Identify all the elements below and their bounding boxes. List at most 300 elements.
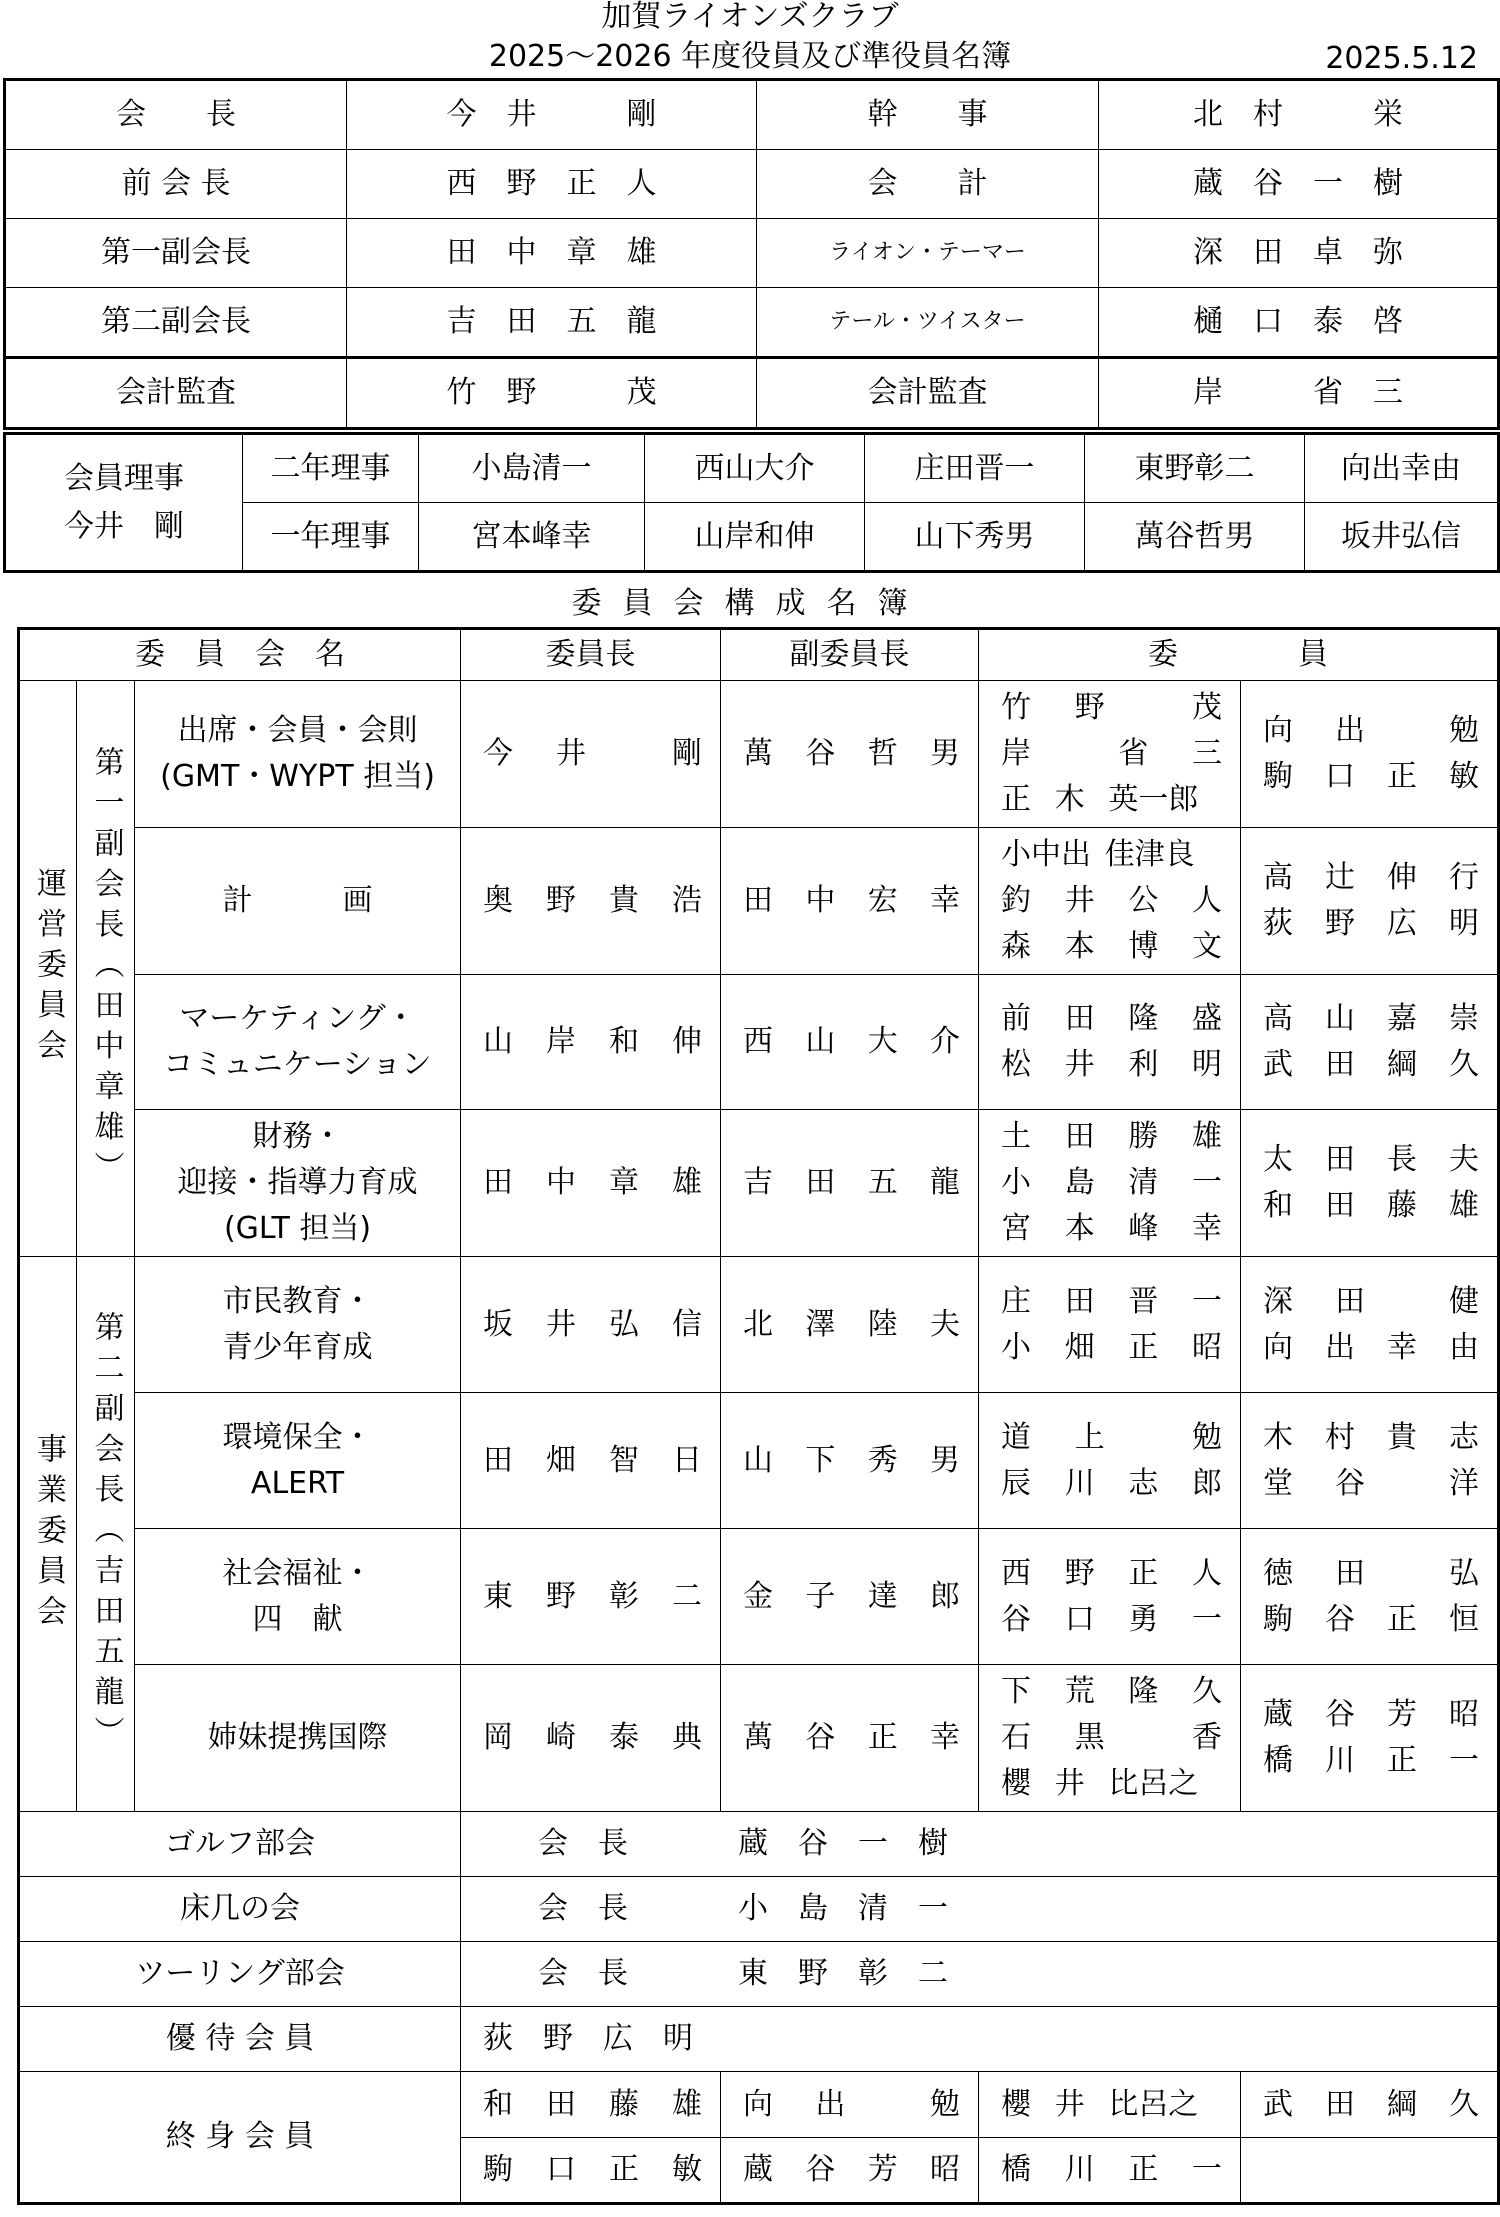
member-name [1001, 1114, 1222, 1160]
name-part: 久 [1449, 2086, 1480, 2122]
officer-role: 会計監査 [757, 358, 1099, 429]
member-name [1001, 1206, 1222, 1252]
name-part: 田 [1335, 1555, 1366, 1591]
name-part: 長 [1387, 1142, 1418, 1177]
name-part: 川 [1325, 1743, 1356, 1778]
director-name: 東野彰二 [1085, 434, 1305, 503]
name-part: 金 [743, 1578, 774, 1614]
committee-name: 計 画 [135, 828, 461, 975]
committee-name: 社会福祉・ 四 献 [135, 1529, 461, 1665]
name-part: 荻 [1263, 906, 1294, 941]
name-part: 井 [556, 736, 587, 771]
name-part: 櫻 [1001, 2086, 1032, 2122]
name-part: 博 [1128, 929, 1159, 964]
committee-vice-chair [721, 1257, 979, 1393]
officer-name: 吉 田 五 龍 [347, 288, 757, 358]
name-part: 公 [1128, 883, 1159, 918]
name-part: 西 [1001, 1555, 1032, 1591]
lifetime-member-label: 終 身 会 員 [19, 2072, 461, 2204]
member-name [1001, 1715, 1222, 1761]
name-part: 嘉 [1387, 1001, 1418, 1036]
name-part: 吉 [743, 1165, 774, 1200]
lifetime-member [979, 2138, 1241, 2204]
name-part: 伸 [672, 1024, 703, 1059]
director-name: 坂井弘信 [1305, 503, 1499, 572]
name-part: 勉 [1449, 713, 1480, 748]
name-part: 正 [1387, 1743, 1418, 1778]
name-part: 弘 [609, 1306, 640, 1342]
lifetime-member [1241, 2072, 1499, 2138]
director-name: 向出幸由 [1305, 434, 1499, 503]
name-part: 隆 [1128, 1674, 1159, 1709]
committee-table [17, 627, 1500, 2205]
name-part: 島 [1064, 1165, 1095, 1200]
name-part: 一 [1192, 2152, 1222, 2187]
officer-role: 幹 事 [757, 80, 1099, 150]
name-part: 洋 [1449, 1465, 1480, 1501]
committee-members [979, 681, 1241, 828]
name-part: 雄 [1192, 1119, 1222, 1154]
name-part: 広 [1387, 906, 1418, 941]
officer-role: ライオン・テーマー [757, 219, 1099, 288]
name-part: 釣 [1001, 883, 1032, 918]
name-part: 剛 [672, 736, 703, 771]
name-part: 前 [1001, 1001, 1032, 1036]
name-part: 夫 [1449, 1142, 1480, 1177]
name-part: 井 [1064, 1047, 1095, 1082]
name-part: 佳津良 [1104, 837, 1195, 872]
name-part: 橋 [1001, 2152, 1032, 2187]
name-part: 文 [1192, 929, 1222, 964]
document-date: 2025.5.12 [1325, 41, 1478, 76]
name-part: 人 [1192, 883, 1222, 918]
name-part: 本 [1064, 1211, 1095, 1246]
officer-role: 前 会 長 [5, 150, 347, 219]
name-part: 山 [1325, 1001, 1356, 1036]
officer-role: 会 長 [5, 80, 347, 150]
name-part: 井 [1054, 1766, 1085, 1801]
member-name [1263, 855, 1479, 901]
document-subtitle: 2025～2026 年度役員及び準役員名簿 [488, 39, 1012, 74]
name-part: 田 [1325, 1047, 1356, 1082]
name-part: 雄 [672, 2086, 703, 2122]
name-part: 人 [1192, 1555, 1222, 1591]
club-head [461, 1942, 1499, 2007]
name-part: 利 [1128, 1047, 1159, 1082]
header-committee-name: 委 員 会 名 [19, 629, 461, 681]
officers-table [3, 78, 1500, 430]
club-name: ツーリング部会 [19, 1942, 461, 2007]
name-part: 茂 [1192, 690, 1222, 725]
committee-vice-chair [721, 1110, 979, 1257]
name-part: 幸 [1387, 1329, 1418, 1365]
name-part: 萬 [743, 1720, 774, 1755]
club-role: 会 長 [538, 1826, 629, 1861]
name-part: 萬 [743, 736, 774, 771]
name-part: 浩 [672, 883, 703, 918]
name-part: 宏 [867, 883, 898, 918]
directors-label: 会員理事 今井 剛 [5, 434, 243, 572]
committee-members [1241, 1393, 1499, 1529]
name-part: 雄 [1449, 1188, 1480, 1223]
name-part: 弘 [1449, 1555, 1480, 1591]
name-part: 田 [483, 1165, 514, 1200]
club-head [461, 1812, 1499, 1877]
name-part: 夫 [930, 1306, 961, 1342]
committee-chair [461, 1665, 721, 1812]
club-person: 蔵 谷 一 樹 [738, 1826, 949, 1861]
officer-name: 田 中 章 雄 [347, 219, 757, 288]
officer-name: 竹 野 茂 [347, 358, 757, 429]
member-name [1001, 924, 1222, 970]
committee-vice-chair [721, 1393, 979, 1529]
officer-role: 第二副会長 [5, 288, 347, 358]
member-name [1263, 1183, 1479, 1229]
name-part: 一 [1192, 1283, 1222, 1319]
name-part: 雄 [672, 1165, 703, 1200]
officer-role: テール・ツイスター [757, 288, 1099, 358]
committee-members [1241, 1257, 1499, 1393]
name-part: 太 [1263, 1142, 1294, 1177]
name-part: 谷 [805, 2152, 836, 2187]
name-part: 一 [1449, 1743, 1480, 1778]
club-role: 会 長 [538, 1956, 629, 1991]
name-part: 谷 [1335, 1465, 1366, 1501]
name-part: 荒 [1064, 1674, 1095, 1709]
special-member-label: 優 待 会 員 [19, 2007, 461, 2072]
name-part: 綱 [1387, 2086, 1418, 2122]
name-part: 智 [609, 1442, 640, 1478]
name-part: 三 [1192, 736, 1222, 771]
officer-name: 北 村 栄 [1099, 80, 1499, 150]
member-name [1263, 1137, 1479, 1183]
name-part: 道 [1001, 1419, 1032, 1455]
name-part: 晋 [1128, 1283, 1159, 1319]
name-part: 恒 [1449, 1601, 1480, 1637]
member-name [1263, 1279, 1479, 1325]
name-part: 香 [1192, 1720, 1222, 1755]
name-part: 野 [546, 883, 577, 918]
name-part: 辻 [1325, 860, 1356, 895]
committee-members [1241, 1529, 1499, 1665]
name-part: 田 [1064, 1001, 1095, 1036]
committee-chair [461, 1393, 721, 1529]
name-part: 駒 [483, 2152, 514, 2187]
name-part: 田 [743, 883, 774, 918]
committee-vice-chair [721, 828, 979, 975]
name-part: 芳 [867, 2152, 898, 2187]
name-part: 盛 [1192, 1001, 1222, 1036]
director-name: 小島清一 [419, 434, 645, 503]
name-part: 北 [743, 1306, 774, 1342]
committee-vice-chair [721, 1529, 979, 1665]
name-part: 日 [672, 1442, 703, 1478]
name-part: 勉 [930, 2086, 961, 2122]
vice-president-label: 第二副会長︵吉田五龍︶ [77, 1257, 135, 1812]
name-part: 井 [546, 1306, 577, 1342]
member-name [1001, 996, 1222, 1042]
committee-name: マーケティング・ コミュニケーション [135, 975, 461, 1110]
name-part: 村 [1325, 1419, 1356, 1455]
director-name: 西山大介 [645, 434, 865, 503]
name-part: 畑 [1064, 1329, 1095, 1365]
lifetime-member [461, 2138, 721, 2204]
name-part: 子 [805, 1578, 836, 1614]
name-part: 正 [1387, 1601, 1418, 1637]
name-part: 行 [1449, 860, 1480, 895]
committee-members [1241, 975, 1499, 1110]
committee-members [979, 1257, 1241, 1393]
name-part: 田 [805, 1165, 836, 1200]
officer-name: 蔵 谷 一 樹 [1099, 150, 1499, 219]
committee-group: 事業委員会 [19, 1257, 77, 1812]
name-part: 岸 [546, 1024, 577, 1059]
name-part: 山 [805, 1024, 836, 1059]
member-name [1263, 1042, 1479, 1088]
committee-chair [461, 1257, 721, 1393]
member-name [1001, 1160, 1222, 1206]
name-part: 久 [1449, 1047, 1480, 1082]
director-name: 庄田晋一 [865, 434, 1085, 503]
director-name: 宮本峰幸 [419, 503, 645, 572]
name-part: 坂 [483, 1306, 514, 1342]
name-part: 宮 [1001, 1211, 1032, 1246]
club-name: 床几の会 [19, 1877, 461, 1942]
name-part: 伸 [1387, 860, 1418, 895]
name-part: 堂 [1263, 1465, 1294, 1501]
name-part: 峰 [1128, 1211, 1159, 1246]
name-part: 清 [1128, 1165, 1159, 1200]
name-part: 郎 [1192, 1465, 1222, 1501]
member-name [1001, 1597, 1222, 1643]
member-name [1263, 1461, 1479, 1507]
club-person: 小 島 清 一 [738, 1891, 949, 1926]
member-name [1001, 731, 1222, 777]
officer-role: 第一副会長 [5, 219, 347, 288]
name-part: 正 [1128, 1555, 1159, 1591]
name-part: 正 [1387, 759, 1418, 794]
name-part: 岸 [1001, 736, 1032, 771]
member-name [1263, 1692, 1479, 1738]
name-part: 幸 [930, 1720, 961, 1755]
name-part: 昭 [1192, 1329, 1222, 1365]
committee-group: 運営委員会 [19, 681, 77, 1257]
name-part: 東 [483, 1578, 514, 1614]
officer-role: 会計監査 [5, 358, 347, 429]
name-part: 川 [1064, 1465, 1095, 1501]
name-part: 秀 [867, 1442, 898, 1478]
name-part: 高 [1263, 1001, 1294, 1036]
special-member-name: 荻 野 広 明 [461, 2007, 1499, 2072]
member-name [1263, 1325, 1479, 1371]
officer-name: 深 田 卓 弥 [1099, 219, 1499, 288]
name-part: 谷 [805, 1720, 836, 1755]
name-part: 田 [1335, 1283, 1366, 1319]
committee-members [1241, 1110, 1499, 1257]
committee-name: 姉妹提携国際 [135, 1665, 461, 1812]
name-part: 下 [1001, 1674, 1032, 1709]
header-chair: 委員長 [461, 629, 721, 681]
name-part: 幸 [1192, 1211, 1222, 1246]
member-name [1001, 1042, 1222, 1088]
name-part: 典 [672, 1720, 703, 1755]
committee-chair [461, 975, 721, 1110]
name-part: 井 [1054, 2086, 1085, 2122]
name-part: 敏 [672, 2152, 703, 2187]
name-part: 藤 [609, 2086, 640, 2122]
name-part: 和 [483, 2086, 514, 2122]
name-part: 勉 [1192, 1419, 1222, 1455]
name-part: 櫻 [1001, 1766, 1032, 1801]
committee-members [979, 1393, 1241, 1529]
name-part: 野 [1064, 1555, 1095, 1591]
directors-row-label: 一年理事 [243, 503, 419, 572]
name-part: 今 [483, 736, 514, 771]
name-part: 野 [546, 1578, 577, 1614]
name-part: 男 [930, 736, 961, 771]
name-part: 駒 [1263, 1601, 1294, 1637]
name-part: 久 [1192, 1674, 1222, 1709]
name-part: 小中出 [1001, 837, 1092, 872]
member-name [1263, 1597, 1479, 1643]
name-part: 深 [1263, 1283, 1294, 1319]
club-role: 会 長 [538, 1891, 629, 1926]
committee-members [1241, 1665, 1499, 1812]
name-part: 中 [546, 1165, 577, 1200]
name-part: 辰 [1001, 1465, 1032, 1501]
name-part: 大 [867, 1024, 898, 1059]
name-part: 黒 [1074, 1720, 1105, 1755]
name-part: 芳 [1387, 1697, 1418, 1732]
name-part: 武 [1263, 1047, 1294, 1082]
name-part: 五 [867, 1165, 898, 1200]
member-name [1263, 901, 1479, 947]
name-part: 高 [1263, 860, 1294, 895]
name-part: 哲 [867, 736, 898, 771]
name-part: 龍 [930, 1165, 961, 1200]
name-part: 勝 [1128, 1119, 1159, 1154]
club-person: 東 野 彰 二 [738, 1956, 949, 1991]
name-part: 健 [1449, 1283, 1480, 1319]
name-part: 昭 [930, 2152, 961, 2187]
name-part: 口 [546, 2152, 577, 2187]
committee-chair [461, 828, 721, 975]
name-part: 野 [1074, 690, 1105, 725]
officer-name: 今 井 剛 [347, 80, 757, 150]
name-part: 山 [483, 1024, 514, 1059]
officer-name: 樋 口 泰 啓 [1099, 288, 1499, 358]
vice-president-label: 第一副会長︵田中章雄︶ [77, 681, 135, 1257]
club-title: 加賀ライオンズクラブ [601, 0, 899, 34]
name-part: 武 [1263, 2086, 1294, 2122]
header-members: 委 員 [979, 629, 1499, 681]
director-name: 山岸和伸 [645, 503, 865, 572]
committee-members [979, 1529, 1241, 1665]
officer-role: 会 計 [757, 150, 1099, 219]
name-part: 蔵 [1263, 1697, 1294, 1732]
name-part: 敏 [1449, 759, 1480, 794]
committee-members [979, 1665, 1241, 1812]
name-part: 省 [1118, 736, 1149, 771]
name-part: 向 [743, 2086, 774, 2122]
lifetime-member [721, 2138, 979, 2204]
name-part: 比呂之 [1108, 1766, 1199, 1801]
name-part: 澤 [805, 1306, 836, 1342]
name-part: 志 [1128, 1465, 1159, 1501]
name-part: 隆 [1128, 1001, 1159, 1036]
officer-name: 西 野 正 人 [347, 150, 757, 219]
name-part: 英一郎 [1108, 782, 1199, 817]
committee-vice-chair [721, 681, 979, 828]
committee-chair [461, 1529, 721, 1665]
name-part: 口 [1064, 1601, 1095, 1637]
name-part: 蔵 [743, 2152, 774, 2187]
name-part: 志 [1449, 1419, 1480, 1455]
name-part: 石 [1001, 1720, 1032, 1755]
name-part: 和 [1263, 1188, 1294, 1223]
committee-members [1241, 681, 1499, 828]
name-part: 向 [1263, 713, 1294, 748]
director-name: 山下秀男 [865, 503, 1085, 572]
name-part: 谷 [1001, 1601, 1032, 1637]
committee-name: 市民教育・ 青少年育成 [135, 1257, 461, 1393]
committee-name: 出席・会員・会則 (GMT・WYPT 担当) [135, 681, 461, 828]
name-part: 章 [609, 1165, 640, 1200]
club-head [461, 1877, 1499, 1942]
name-part: 出 [1335, 713, 1366, 748]
name-part: 橋 [1263, 1743, 1294, 1778]
committee-name: 財務・ 迎接・指導力育成 (GLT 担当) [135, 1110, 461, 1257]
member-name [1263, 1415, 1479, 1461]
name-part: 田 [483, 1442, 514, 1478]
name-part: 奥 [483, 883, 514, 918]
name-part: 木 [1263, 1419, 1294, 1455]
name-part: 正 [1128, 1329, 1159, 1365]
name-part: 正 [1001, 782, 1032, 817]
member-name [1263, 1738, 1479, 1784]
member-name [1263, 996, 1479, 1042]
committee-vice-chair [721, 975, 979, 1110]
name-part: 幸 [930, 883, 961, 918]
name-part: 比呂之 [1108, 2086, 1199, 2122]
lifetime-member [721, 2072, 979, 2138]
name-part: 森 [1001, 929, 1032, 964]
director-name: 萬谷哲男 [1085, 503, 1305, 572]
name-part: 昭 [1449, 1697, 1480, 1732]
name-part: 田 [546, 2086, 577, 2122]
name-part: 向 [1263, 1329, 1294, 1365]
name-part: 彰 [609, 1578, 640, 1614]
name-part: 和 [609, 1024, 640, 1059]
name-part: 藤 [1387, 1188, 1418, 1223]
member-name [1263, 1551, 1479, 1597]
name-part: 達 [867, 1578, 898, 1614]
member-name [1001, 878, 1222, 924]
name-part: 正 [609, 2152, 640, 2187]
name-part: 男 [930, 1442, 961, 1478]
name-part: 谷 [805, 736, 836, 771]
name-part: 綱 [1387, 1047, 1418, 1082]
directors-row-label: 二年理事 [243, 434, 419, 503]
name-part: 正 [867, 1720, 898, 1755]
name-part: 本 [1064, 929, 1095, 964]
member-name [1001, 1415, 1222, 1461]
name-part: 田 [1064, 1283, 1095, 1319]
committee-chair [461, 1110, 721, 1257]
directors-table [3, 432, 1500, 573]
name-part: 明 [1192, 1047, 1222, 1082]
member-name [1001, 685, 1222, 731]
